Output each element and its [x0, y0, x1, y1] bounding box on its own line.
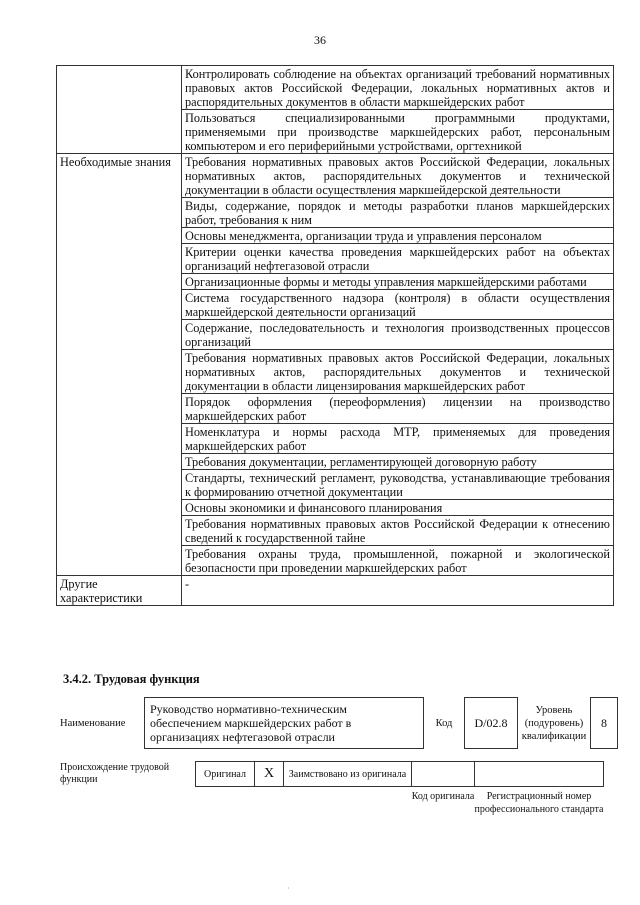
- requirement-text: Основы экономики и финансового планирования: [182, 500, 614, 516]
- requirement-category-label: Необходимые знания: [57, 154, 182, 576]
- requirement-text: Порядок оформления (переоформления) лицензии на производство маркшейдерских работ: [182, 394, 614, 424]
- requirement-text: Основы менеджмента, организации труда и управления персоналом: [182, 228, 614, 244]
- requirement-text: Организационные формы и методы управления маркшейдерскими работами: [182, 274, 614, 290]
- function-name-label: Наименование: [60, 717, 126, 729]
- section-heading: 3.4.2. Трудовая функция: [63, 672, 200, 686]
- origin-caption-spacer: [196, 787, 412, 817]
- requirement-text: Критерии оценки качества проведения маркшейдерских работ на объектах организаций нефтегазовой отрасли: [182, 244, 614, 274]
- origin-borrowed-label: Заимствовано из оригинала: [284, 762, 412, 787]
- origin-code-caption: Код оригинала: [411, 791, 475, 802]
- origin-label: Происхождение трудовой функции: [60, 761, 170, 785]
- requirement-text: Содержание, последовательность и технология производственных процессов организаций: [182, 320, 614, 350]
- origin-original-label: Оригинал: [196, 762, 255, 787]
- requirement-row: [57, 154, 614, 198]
- requirement-text: Номенклатура и нормы расхода МТР, применяемых для проведения маркшейдерских работ: [182, 424, 614, 454]
- requirement-category-label: [57, 66, 182, 154]
- requirement-text: Система государственного надзора (контроля) в области осуществления маркшейдерской деятельности организаций: [182, 290, 614, 320]
- function-level-label: Уровень (подуровень) квалификации: [521, 704, 587, 742]
- origin-original-mark: X: [255, 762, 284, 787]
- function-code-label: Код: [435, 717, 453, 729]
- origin-reg-caption: Регистрационный номер профессионального стандарта: [474, 791, 604, 815]
- requirement-text: Требования охраны труда, промышленной, пожарной и экологической безопасности при проведении маркшейдерских работ: [182, 546, 614, 576]
- function-level-value: 8: [591, 698, 618, 749]
- requirement-text: Требования нормативных правовых актов Российской Федерации, локальных нормативных актов, распорядительных документов и технической документации в области осуществления маркшейдерской деятельности: [182, 154, 614, 198]
- requirement-text: Стандарты, технический регламент, руководства, устанавливающие требования к формированию отчетной документации: [182, 470, 614, 500]
- page-number: 36: [314, 33, 326, 47]
- requirement-text: Контролировать соблюдение на объектах организаций требований нормативных правовых актов Российской Федерации, локальных нормативных актов и распорядительных документов в области маркшейдерских работ: [182, 66, 614, 110]
- requirement-text: Требования нормативных правовых актов Российской Федерации к отнесению сведений к государственной тайне: [182, 516, 614, 546]
- origin-row: [56, 762, 604, 787]
- origin-table: [56, 761, 604, 816]
- requirements-table-body: [57, 66, 614, 606]
- requirement-text: Требования документации, регламентирующей договорную работу: [182, 454, 614, 470]
- footer-mark: ·: [287, 884, 290, 893]
- requirement-text: Пользоваться специализированными программными продуктами, применяемыми при производстве маркшейдерских работ, персональным компьютером и его периферийными устройствами, оргтехникой: [182, 110, 614, 154]
- function-name-value: Руководство нормативно-техническим обеспечением маркшейдерских работ в организациях нефтегазовой отрасли: [145, 698, 424, 749]
- requirement-text: Требования нормативных правовых актов Российской Федерации, локальных нормативных актов, распорядительных документов и технической документации в области лицензирования маркшейдерских работ: [182, 350, 614, 394]
- requirements-table: [56, 65, 614, 606]
- function-code-value: D/02.8: [465, 698, 518, 749]
- requirement-text: -: [182, 576, 614, 606]
- function-header-table: [56, 697, 618, 749]
- origin-reg-number-cell: [475, 762, 604, 787]
- requirement-row: [57, 66, 614, 110]
- requirement-row: [57, 576, 614, 606]
- requirement-text: Виды, содержание, порядок и методы разработки планов маркшейдерских работ, требования к ним: [182, 198, 614, 228]
- function-header-row: [56, 698, 618, 749]
- requirement-category-label: Другие характеристики: [57, 576, 182, 606]
- origin-code-cell: [412, 762, 475, 787]
